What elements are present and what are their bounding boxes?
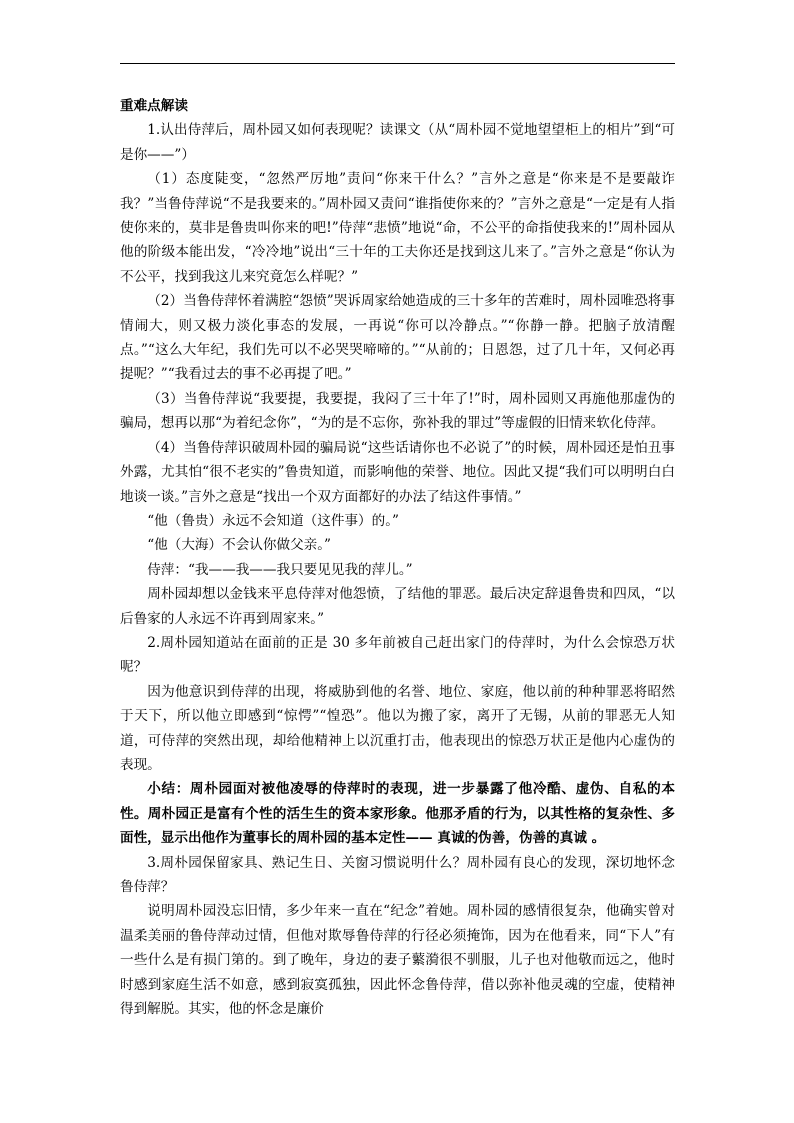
quote-line-2: “他（大海）不会认你做父亲。” bbox=[147, 537, 332, 554]
quote-line-3: 侍萍：“我——我——我只要见见我的萍儿。” bbox=[147, 561, 413, 578]
answer-3: 说明周朴园没忘旧情，多少年来一直在“纪念”着她。周朴园的感情很复杂，他确实曾对温柔美丽的鲁侍萍动过情，但他对欺辱鲁侍萍的行径必须掩饰，因为在他看来，同“下人”有一些什么是有损门第的。到了晚年，身边的妻子蘩漪很不驯服，儿子也对他敬而远之，他时时感到家庭生活不如意，感到寂寞孤独，因此怀念鲁侍萍，借以弥补他灵魂的空虚，使精神得到解脱。其实，他的怀念是廉价 bbox=[120, 903, 675, 1018]
quote-line-1: “他（鲁贵）永远不会知道（这件事）的。” bbox=[147, 512, 399, 529]
question-1: 1.认出侍萍后，周朴园又如何表现呢？读课文（从“周朴园不觉地望望柜上的相片”到“可是你——”） bbox=[120, 122, 675, 163]
header-rule bbox=[120, 63, 675, 64]
answer-1-conclusion: 周朴园却想以金钱来平息侍萍对他怨愤，了结他的罪恶。最后决定辞退鲁贵和四凤，“以后鲁家的人永远不许再到周家来。” bbox=[120, 586, 675, 627]
section-heading: 重难点解读 bbox=[120, 98, 188, 114]
answer-1-point-2: （2）当鲁侍萍怀着满腔“怨愤”哭诉周家给她造成的三十多年的苦难时，周朴园唯恐将事情闹大，则又极力淡化事态的发展，一再说“你可以冷静点。”“你静一静。把脑子放清醒点。”“这么大年纪，我们先可以不必哭哭啼啼的。”“从前的；日恩怨，过了几十年，又何必再提呢？”“我看过去的事不必再提了吧。” bbox=[120, 293, 675, 383]
summary-paragraph: 小结：周朴园面对被他凌辱的侍萍时的表现，进一步暴露了他冷酷、虚伪、自私的本性。周朴园正是富有个性的活生生的资本家形象。他那矛盾的行为，以其性格的复杂性、多面性，显示出他作为董事长的周朴园的基本定性—— 真诚的伪善，伪善的真诚 。 bbox=[120, 781, 675, 847]
answer-2: 因为他意识到侍萍的出现，将威胁到他的名誉、地位、家庭，他以前的种种罪恶将昭然于天下，所以他立即感到“惊愕”“惶恐”。他以为搬了家，离开了无锡，从前的罪恶无人知道，可侍萍的突然出现，却给他精神上以沉重打击，他表现出的惊恐万状正是他内心虚伪的表现。 bbox=[120, 683, 675, 773]
answer-1-point-3: （3）当鲁侍萍说“我要提，我要提，我闷了三十年了!”时，周朴园则又再施他那虚伪的骗局，想再以那“为着纪念你”，“为的是不忘你，弥补我的罪过”等虚假的旧情来软化侍萍。 bbox=[120, 390, 675, 432]
question-3: 3.周朴园保留家具、熟记生日、关窗习惯说明什么？周朴园有良心的发现，深切地怀念鲁侍萍？ bbox=[120, 854, 675, 895]
document-body bbox=[120, 94, 675, 1021]
question-2: 2.周朴园知道站在面前的正是 30 多年前被自己赶出家门的侍萍时，为什么会惊恐万状呢？ bbox=[120, 634, 675, 676]
answer-1-point-1: （1）态度陡变，“忽然严厉地”责问“你来干什么？”言外之意是“你来是不是要敲诈我？”当鲁侍萍说“不是我要来的。”周朴园又责问“谁指使你来的？”言外之意是“一定是有人指使你来的，莫非是鲁贵叫你来的吧!”侍萍“悲愤”地说“命，不公平的命指使我来的!”周朴园从他的阶级本能出发，“冷冷地”说出“三十年的工夫你还是找到这儿来了。”言外之意是“你认为不公平，找到我这儿来究竟怎么样呢？” bbox=[120, 171, 675, 285]
answer-1-point-4: （4）当鲁侍萍识破周朴园的骗局说“这些话请你也不必说了”的时候，周朴园还是怕丑事外露，尤其怕“很不老实的”鲁贵知道，而影响他的荣誉、地位。因此又提“我们可以明明白白地谈一谈。”言外之意是“找出一个双方面都好的办法了结这件事情。” bbox=[120, 439, 675, 505]
